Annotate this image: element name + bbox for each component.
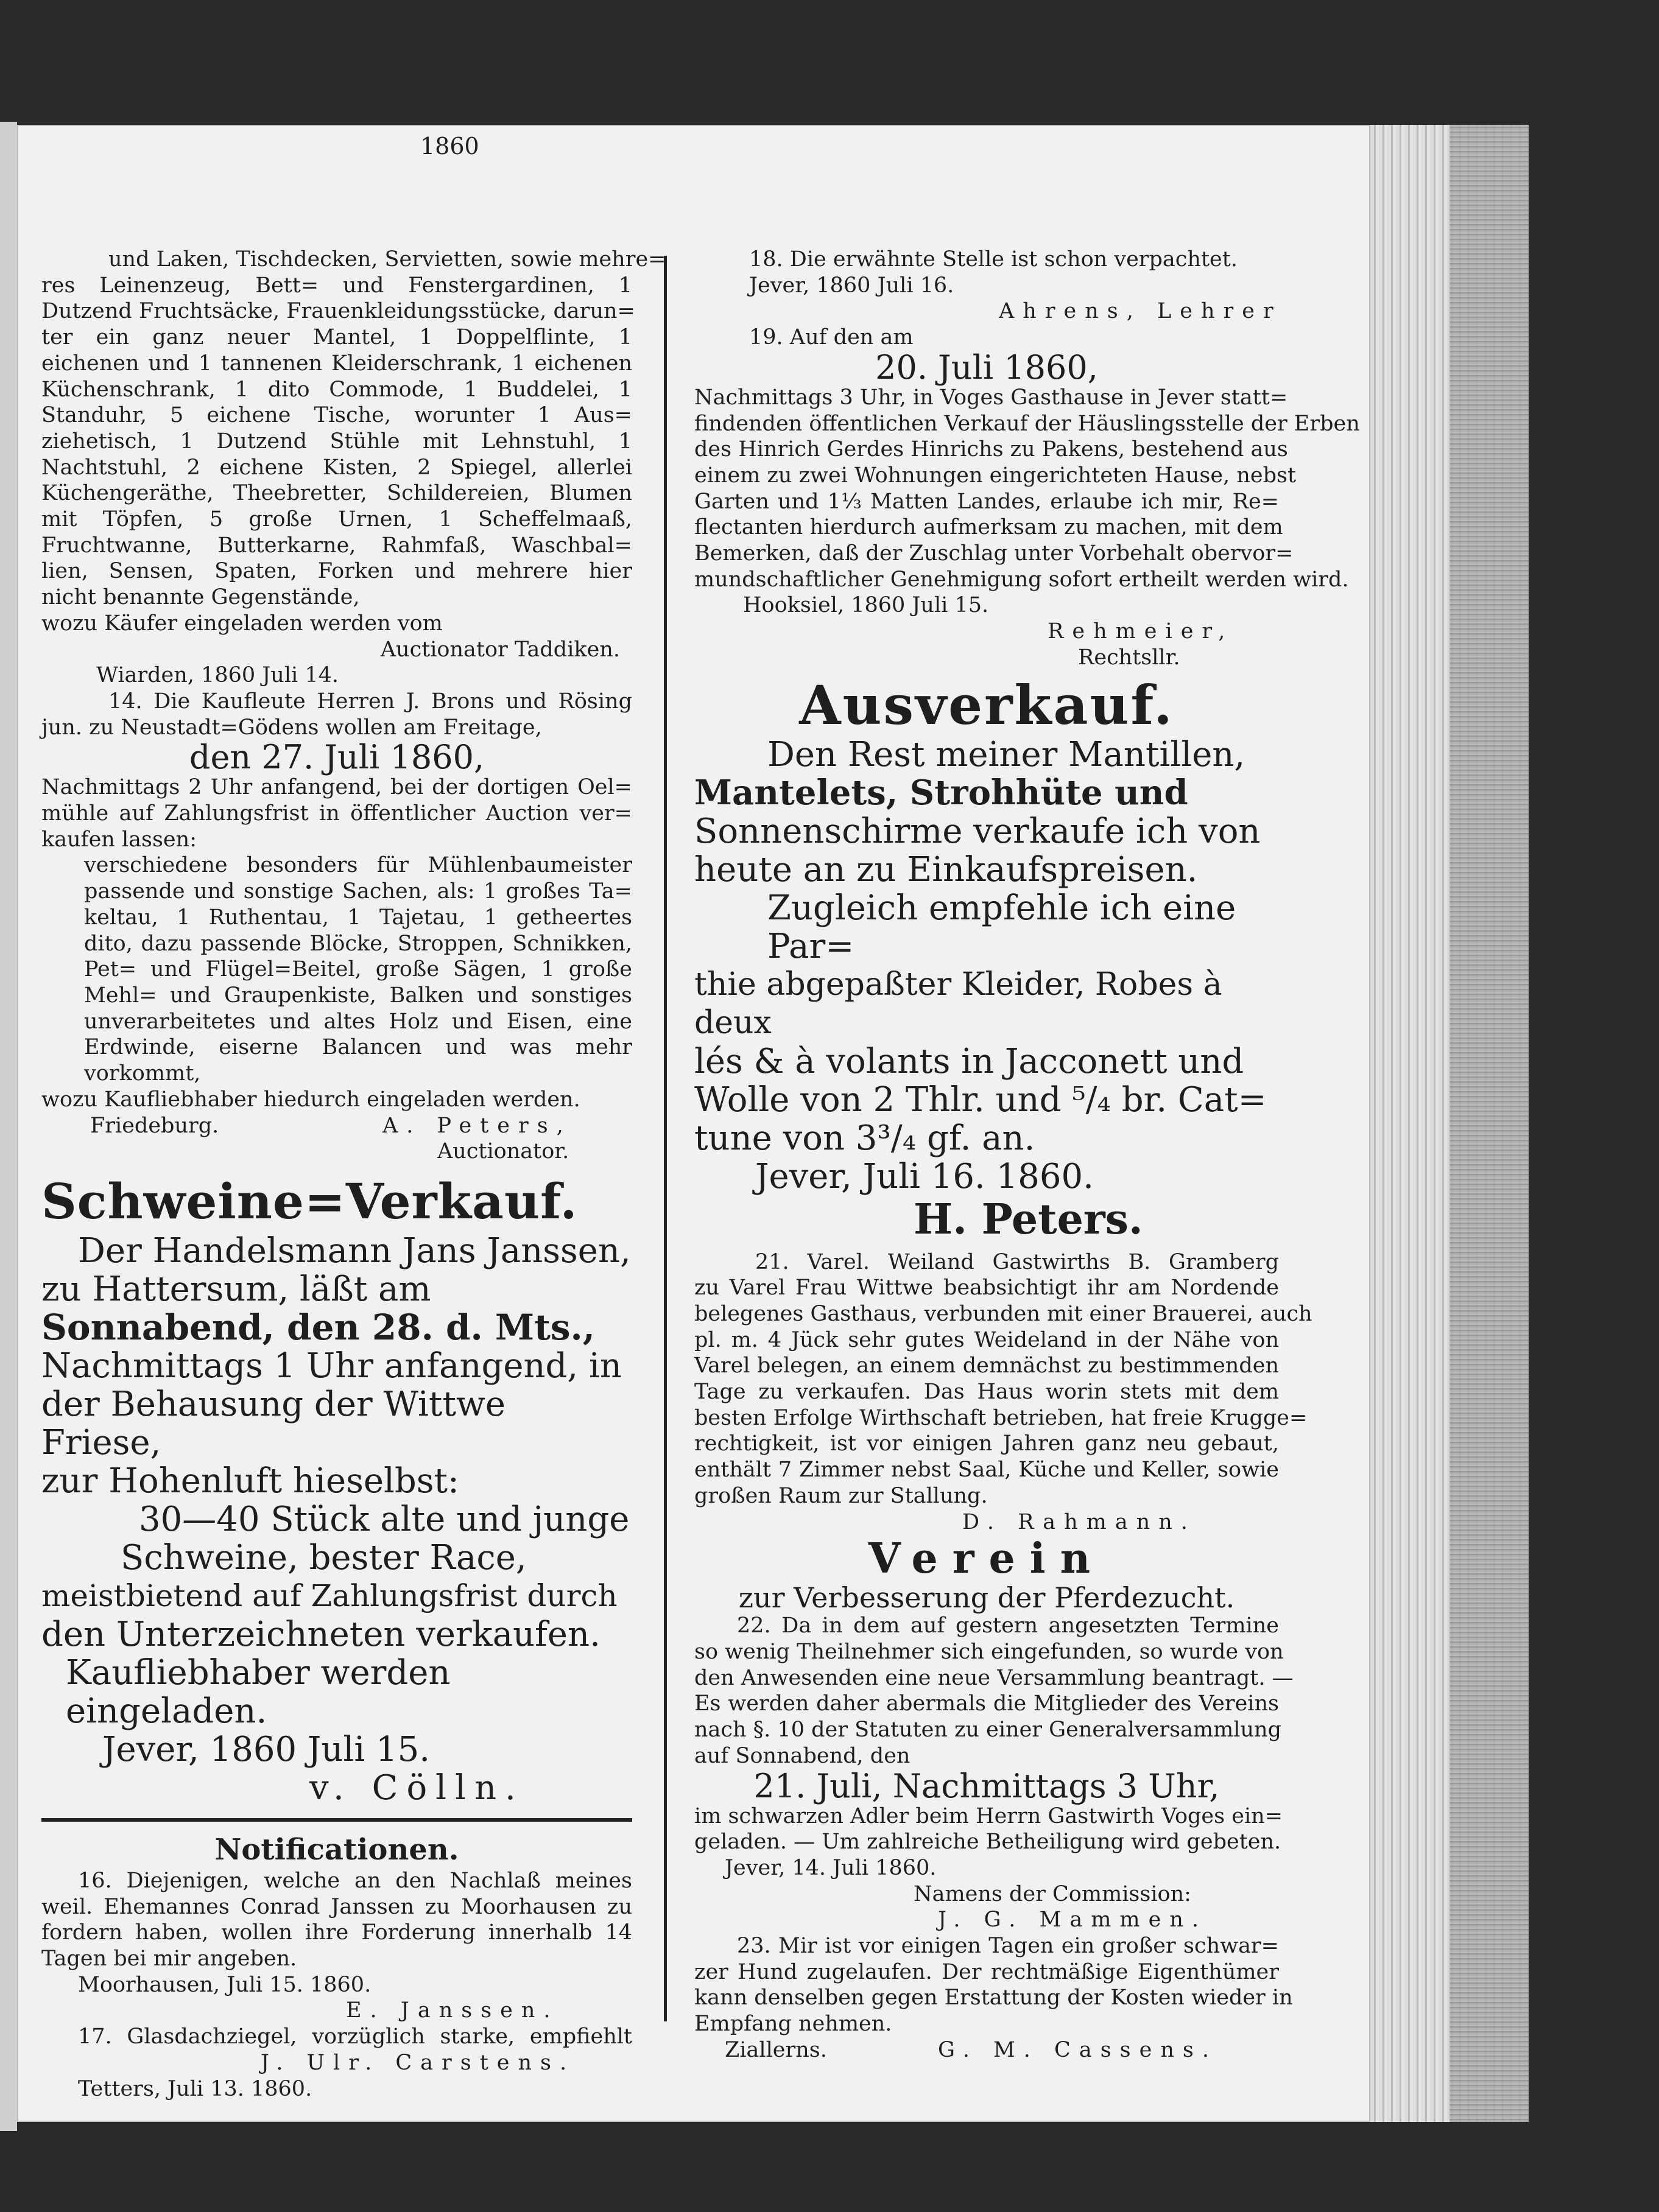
text-line: den Anwesenden eine neue Versammlung beantragt. — [694, 1665, 1294, 1690]
text-line: fordern haben, wollen ihre Forderung innerhalb 14 [41, 1920, 632, 1945]
notifications [41, 1831, 632, 2102]
signature: G. M. Cassens. [938, 2037, 1217, 2062]
ad-ausverkauf [694, 675, 1279, 1243]
ad-line: der Behausung der Wittwe Friese, [41, 1384, 506, 1462]
text-line: pl. m. 4 Jück sehr gutes Weideland in der Nähe von [694, 1327, 1279, 1352]
ad-line: thie abgepaßter Kleider, Robes à deux [694, 966, 1222, 1041]
text-line: Dutzend Fruchtsäcke, Frauenkleidungsstücke, darun= [41, 299, 635, 324]
signature-row [41, 1113, 632, 1139]
text-line: ter ein ganz neuer Mantel, 1 Doppelflinte, 1 [41, 325, 632, 350]
text-line: Es werden daher abermals die Mitglieder des Vereins [694, 1691, 1279, 1716]
text-line: kann denselben gegen Erstattung der Kosten wieder in [694, 1986, 1293, 2010]
text-line: geladen. — Um zahlreiche Betheiligung wird gebeten. [694, 1830, 1281, 1855]
page-number: 1860 [420, 133, 479, 160]
text-line: besten Erfolge Wirthschaft betrieben, hat freie Krugge= [694, 1405, 1308, 1430]
text-line: 22. Da in dem auf gestern angesetzten Termine [737, 1613, 1279, 1638]
section-title: Notificationen. [214, 1832, 459, 1867]
text-line: Nachtstuhl, 2 eichene Kisten, 2 Spiegel, allerlei [41, 455, 632, 480]
text-line: Küchenschrank, 1 dito Commode, 1 Buddelei, 1 [41, 377, 632, 402]
text-line: mundschaftlicher Genehmigung sofort ertheilt werden wird. [694, 567, 1349, 592]
ad-dateline: Jever, Juli 16. 1860. [755, 1156, 1094, 1196]
text-line: keltau, 1 Ruthentau, 1 Tajetau, 1 getheertes [84, 905, 632, 930]
text-line: 16. Diejenigen, welche an den Nachlaß meines [78, 1868, 632, 1893]
notice-19 [694, 325, 1360, 670]
text-line: großen Raum zur Stallung. [694, 1483, 988, 1508]
text-line: kaufen lassen: [41, 827, 197, 852]
text-line: enthält 7 Zimmer nebst Saal, Küche und Keller, sowie [694, 1458, 1279, 1483]
text-line: einem zu zwei Wohnungen eingerichteten Hause, nebst [694, 463, 1297, 488]
ad-line: tune von 3³/₄ gf. an. [694, 1118, 1035, 1158]
dateline: Jever, 1860 Juli 16. [749, 273, 954, 298]
text-line: im schwarzen Adler beim Herrn Gastwirth Voges ein= [694, 1803, 1283, 1828]
section-title: Verein [868, 1534, 1105, 1584]
signature: Rehmeier, [1048, 619, 1234, 644]
ad-pig-sale [41, 1171, 632, 1807]
ad-title: Schweine=Verkauf. [41, 1172, 578, 1230]
ad-line: lés & à volants in Jacconett und [694, 1041, 1244, 1081]
signature: A. Peters, [382, 1113, 572, 1138]
signature: J. Ulr. Carstens. [261, 2050, 576, 2075]
notice-verein [694, 1534, 1294, 1933]
text-line: nicht benannte Gegenstände, [41, 585, 360, 610]
signature: Auctionator Taddiken. [380, 637, 620, 662]
ad-line: Sonnenschirme verkaufe ich von [694, 811, 1261, 851]
text-line: zer Hund zugelaufen. Der rechtmäßige Eigenthümer [694, 1959, 1279, 1984]
signature: E. Janssen. [346, 1998, 559, 2023]
text-line: Garten und 1⅓ Matten Landes, erlaube ich mir, Re= [694, 489, 1279, 514]
notice-14 [41, 689, 632, 1165]
auction-items-list [41, 247, 666, 689]
notice-18 [694, 247, 1282, 325]
text-line: des Hinrich Gerdes Hinrichs zu Pakens, bestehend aus [694, 437, 1288, 462]
ad-line: Kaufliebhaber werden eingeladen. [66, 1652, 451, 1731]
ad-line: Den Rest meiner Mantillen, [767, 734, 1245, 774]
signature: Ahrens, Lehrer [999, 299, 1282, 324]
text-line: mühle auf Zahlungsfrist in öffentlicher Auction ver= [41, 801, 632, 826]
text-line: Erdwinde, eiserne Balancen und was mehr [84, 1035, 632, 1060]
ad-signature: v. Cölln. [309, 1768, 524, 1808]
signature-role: Rechtsllr. [1078, 645, 1180, 670]
ad-line: Mantelets, Strohhüte und [694, 772, 1188, 813]
dateline: Moorhausen, Juli 15. 1860. [78, 1972, 372, 1997]
text-line: so wenig Theilnehmer sich eingefunden, so wurde von [694, 1639, 1284, 1664]
ad-line: zur Hohenluft hieselbst: [41, 1461, 459, 1501]
column-divider [664, 256, 667, 2021]
text-line: mit Töpfen, 5 große Urnen, 1 Scheffelmaaß, [41, 507, 632, 532]
text-line: eichenen und 1 tannenen Kleiderschrank, 1 eichenen [41, 351, 632, 376]
text-line: passende und sonstige Sachen, als: 1 großes Ta= [84, 879, 632, 904]
event-date: 20. Juli 1860, [875, 348, 1098, 387]
text-line: 17. Glasdachziegel, vorzüglich starke, empfiehlt [78, 2024, 632, 2049]
left-page-edge [0, 122, 17, 2131]
ad-line: Sonnabend, den 28. d. Mts., [41, 1306, 595, 1348]
place: Ziallerns. [725, 2037, 827, 2062]
text-line: jun. zu Neustadt=Gödens wollen am Freitage, [41, 715, 542, 740]
event-date: 21. Juli, Nachmittags 3 Uhr, [753, 1766, 1220, 1805]
text-line: Varel belegen, an einem demnächst zu bestimmenden [694, 1354, 1279, 1378]
ad-line: den Unterzeichneten verkaufen. [41, 1614, 601, 1654]
ad-line: 30—40 Stück alte und junge [139, 1499, 630, 1539]
text-line: Nachmittags 3 Uhr, in Voges Gasthause in Jever statt= [694, 385, 1288, 410]
dateline: Hooksiel, 1860 Juli 15. [743, 593, 989, 618]
text-line: rechtigkeit, ist vor einigen Jahren ganz neu gebaut, [694, 1431, 1279, 1456]
signature: J. G. Mammen. [938, 1908, 1207, 1933]
text-line: verschiedene besonders für Mühlenbaumeister [84, 853, 632, 878]
signature-row [694, 2037, 1279, 2063]
commission-label: Namens der Commission: [914, 1881, 1191, 1906]
signature: D. Rahmann. [962, 1509, 1196, 1534]
text-line: Fruchtwanne, Butterkarne, Rahmfaß, Waschbal= [41, 533, 632, 558]
ad-line: meistbietend auf Zahlungsfrist durch [41, 1578, 618, 1613]
text-line: Tage zu verkaufen. Das Haus worin stets mit dem [694, 1380, 1279, 1405]
ad-line: Der Handelsmann Jans Janssen, [78, 1231, 631, 1271]
right-column [694, 247, 1360, 2063]
text-line: nach §. 10 der Statuten zu einer Generalversammlung [694, 1718, 1281, 1743]
dateline: Tetters, Juli 13. 1860. [78, 2076, 312, 2101]
text-line: 18. Die erwähnte Stelle ist schon verpachtet. [749, 247, 1238, 272]
section-rule [41, 1818, 632, 1822]
ad-line: heute an zu Einkaufspreisen. [694, 849, 1198, 890]
ad-line: Schweine, bester Race, [121, 1537, 527, 1578]
text-line: zu Varel Frau Wittwe beabsichtigt ihr am Nordende [694, 1276, 1279, 1301]
notice-23 [694, 1933, 1293, 2063]
signature-role: Auctionator. [437, 1139, 569, 1164]
text-line: Mehl= und Graupenkiste, Balken und sonstiges [84, 983, 632, 1008]
text-line: 21. Varel. Weiland Gastwirths B. Gramberg [755, 1249, 1279, 1274]
text-line: dito, dazu passende Blöcke, Stroppen, Schnikken, [84, 931, 632, 956]
ad-line: Nachmittags 1 Uhr anfangend, in [41, 1346, 622, 1386]
text-line: Standuhr, 5 eichene Tische, worunter 1 Aus= [41, 403, 632, 428]
invite-line: wozu Kaufliebhaber hiedurch eingeladen werden. [41, 1087, 580, 1112]
invite-line: wozu Käufer eingeladen werden vom [41, 611, 443, 636]
text-line: unverarbeitetes und altes Holz und Eisen, eine [84, 1009, 632, 1034]
text-line: auf Sonnabend, den [694, 1743, 911, 1768]
text-line: ziehetisch, 1 Dutzend Stühle mit Lehnstuhl, 1 [41, 429, 632, 454]
text-line: weil. Ehemannes Conrad Janssen zu Moorhausen zu [41, 1894, 632, 1919]
event-date: den 27. Juli 1860, [189, 738, 485, 777]
ad-line: zu Hattersum, läßt am [41, 1269, 431, 1309]
text-line: 14. Die Kaufleute Herren J. Brons und Rösing [108, 689, 632, 714]
text-line: Tagen bei mir angeben. [41, 1947, 297, 1971]
text-line: belegenes Gasthaus, verbunden mit einer Brauerei, auch [694, 1301, 1312, 1326]
text-line: vorkommt, [84, 1061, 201, 1086]
notice-21 [694, 1249, 1312, 1536]
text-line: Nachmittags 2 Uhr anfangend, bei der dortigen Oel= [41, 775, 632, 800]
dateline: Jever, 14. Juli 1860. [725, 1855, 937, 1880]
text-line: flectanten hierdurch aufmerksam zu machen, mit dem [694, 515, 1283, 540]
ad-line: Jever, 1860 Juli 15. [102, 1729, 431, 1769]
text-line: 23. Mir ist vor einigen Tagen ein großer schwar= [737, 1934, 1279, 1959]
text-line: Empfang nehmen. [694, 2012, 892, 2037]
text-line: lien, Sensen, Spaten, Forken und mehrere hier [41, 559, 632, 584]
book-edge-shadow [1449, 125, 1529, 2122]
text-line: und Laken, Tischdecken, Servietten, sowie mehre= [108, 247, 666, 272]
ad-line: Zugleich empfehle ich eine Par= [767, 888, 1236, 966]
left-column [41, 247, 666, 2102]
section-subtitle: zur Verbesserung der Pferdezucht. [738, 1581, 1235, 1615]
ad-line: Wolle von 2 Thlr. und ⁵/₄ br. Cat= [694, 1080, 1267, 1120]
dateline: Wiarden, 1860 Juli 14. [96, 663, 339, 688]
ad-title: Ausverkauf. [799, 673, 1174, 737]
text-line: Bemerken, daß der Zuschlag unter Vorbehalt obervor= [694, 541, 1294, 566]
text-line: res Leinenzeug, Bett= und Fenstergardinen, 1 [41, 273, 632, 298]
text-line: 19. Auf den am [749, 325, 914, 350]
ad-signature: H. Peters. [914, 1195, 1143, 1244]
text-line: Küchengeräthe, Theebretter, Schildereien, Blumen [41, 481, 632, 506]
text-line: findenden öffentlichen Verkauf der Häuslingsstelle der Erben [694, 411, 1360, 436]
place: Friedeburg. [90, 1113, 219, 1138]
text-line: Pet= und Flügel=Beitel, große Sägen, 1 große [84, 957, 632, 982]
